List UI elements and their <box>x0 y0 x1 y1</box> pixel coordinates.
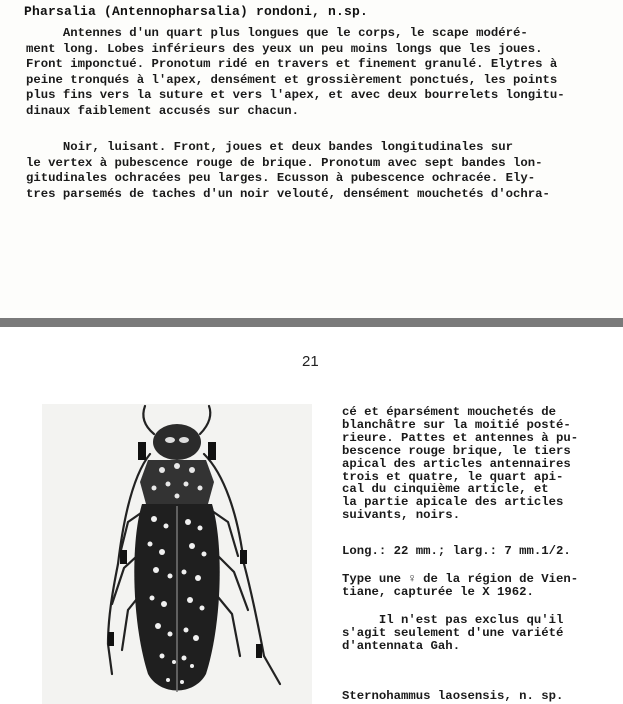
page-divider <box>0 318 623 327</box>
measurements-text: Long.: 22 mm.; larg.: 7 mm.1/2. <box>342 544 571 558</box>
description-paragraph-2: Noir, luisant. Front, joues et deux bandes longitudinales sur le vertex à pubescence rouge de brique. Pronotum avec sept bandes lon- gitudinales ochracées peu larges. Ecusson à pubescence ochracée. Ely- tres parsemés de taches d'un noir velouté, densément mouchetés d'ochra- <box>26 140 550 201</box>
next-species-title: Sternohammus laosensis, n. sp. <box>342 689 564 703</box>
description-paragraph-1: Antennes d'un quart plus longues que le corps, le scape modéré- ment long. Lobes inférieurs des yeux un peu moins longs que les joues. Front imponctué. Pronotum ridé en travers et finement granulé. Elytres à peine tronqués à l'apex, densément et grossièrement ponctués, les points plus fins vers la suture et vers l'apex, et avec deux bourrelets longitu- dinaux faiblement accusés sur chacun. <box>26 26 565 118</box>
description-continuation: cé et éparsément mouchetés de blanchâtre sur la moitié posté- rieure. Pattes et antennes à pu- bescence rouge brique, le tiers apical des articles antennaires trois et quatre, le quart api- cal du cinquième article, et la partie apicale des articles suivants, noirs. <box>342 405 579 523</box>
beetle-photograph-icon <box>42 404 312 704</box>
species-title: Pharsalia (Antennopharsalia) rondoni, n.sp. <box>24 4 369 19</box>
remark-text: Il n'est pas exclus qu'il s'agit seulement d'une variété d'antennata Gah. <box>342 613 564 653</box>
type-locality-text: Type une ♀ de la région de Vien- tiane, capturée le X 1962. <box>342 572 579 599</box>
page-number: 21 <box>302 353 319 370</box>
